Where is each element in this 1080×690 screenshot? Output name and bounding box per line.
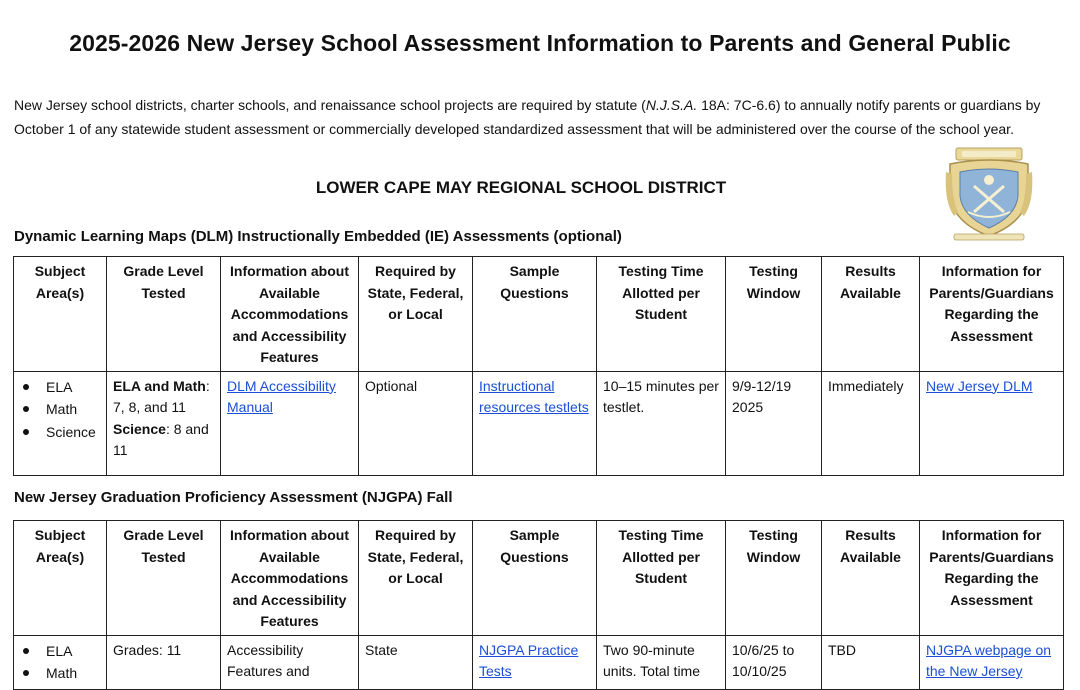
dlm-accessibility-manual-link[interactable]: DLM Accessibility Manual [227,377,336,415]
section-title-dlm: Dynamic Learning Maps (DLM) Instructionally Embedded (IE) Assessments (optional) [14,228,622,245]
table-header-row [14,257,1064,372]
section-title-njgpa: New Jersey Graduation Proficiency Assessment (NJGPA) Fall [14,489,453,506]
cell-testing-time: Two 90-minute units. Total time [597,635,726,689]
statute-citation: N.J.S.A. [645,97,698,113]
table-row [14,635,1064,689]
intro-text-2: 18A: 7C-6.6) to annually notify parents or guardians by October 1 of any statewide student assessment or commercially developed standardized assessment that will be administered over the course of the school year. [14,97,1041,137]
header-testing-time: Testing Time Allotted per Student [597,521,726,636]
cell-window: 10/6/25 to 10/10/25 [726,635,822,689]
header-subject: Subject Area(s) [14,521,107,636]
header-subject: Subject Area(s) [14,257,107,372]
cell-info [920,635,1064,689]
grade-line-science: Science: 8 and 11 [113,420,209,458]
table-row [14,371,1064,475]
header-testing-time: Testing Time Allotted per Student [597,257,726,372]
header-sample: Sample Questions [473,521,597,636]
cell-sample [473,371,597,475]
intro-paragraph [14,94,1069,141]
new-jersey-dlm-link[interactable]: New Jersey DLM [926,377,1033,394]
cell-grades [107,371,221,475]
cell-results: Immediately [822,371,920,475]
cell-required: State [359,635,473,689]
header-window: Testing Window [726,257,822,372]
header-grade: Grade Level Tested [107,257,221,372]
district-name: LOWER CAPE MAY REGIONAL SCHOOL DISTRICT [315,178,727,197]
grade-line-ela-math: ELA and Math: 7, 8, and 11 [113,377,210,415]
subject-item: Math [20,662,100,685]
cell-accommodations: Accessibility Features and [221,635,359,689]
cell-testing-time: 10–15 minutes per testlet. [597,371,726,475]
header-info: Information for Parents/Guardians Regarding the Assessment [920,521,1064,636]
header-required: Required by State, Federal, or Local [359,257,473,372]
page-title: 2025-2026 New Jersey School Assessment Information to Parents and General Public [69,30,1011,56]
cell-required: Optional [359,371,473,475]
header-grade: Grade Level Tested [107,521,221,636]
header-sample: Sample Questions [473,257,597,372]
cell-accommodations [221,371,359,475]
subject-item: ELA [20,376,100,399]
header-results: Results Available [822,257,920,372]
cell-subjects [14,371,107,475]
njgpa-practice-tests-link[interactable]: NJGPA Practice Tests [479,641,579,679]
cell-info [920,371,1064,475]
header-accommodations: Information about Available Accommodations and Accessibility Features [221,257,359,372]
dlm-assessment-table [13,256,1064,476]
subject-item: Science [20,421,100,444]
cell-grades: Grades: 11 [107,635,221,689]
cell-sample [473,635,597,689]
header-required: Required by State, Federal, or Local [359,521,473,636]
instructional-resources-link[interactable]: Instructional resources testlets [479,377,589,415]
cell-results: TBD [822,635,920,689]
intro-text-1: New Jersey school districts, charter schools, and renaissance school projects are required by statute ( [14,97,646,113]
njgpa-webpage-link[interactable]: NJGPA webpage on the New Jersey [926,641,1052,679]
header-results: Results Available [822,521,920,636]
subject-item: Math [20,398,100,421]
header-window: Testing Window [726,521,822,636]
table-header-row [14,521,1064,636]
header-info: Information for Parents/Guardians Regarding the Assessment [920,257,1064,372]
cell-window: 9/9-12/19 2025 [726,371,822,475]
cell-subjects [14,635,107,689]
header-accommodations: Information about Available Accommodations and Accessibility Features [221,521,359,636]
district-crest-logo [944,142,1034,242]
njgpa-assessment-table [13,520,1064,690]
subject-item: ELA [20,640,100,663]
